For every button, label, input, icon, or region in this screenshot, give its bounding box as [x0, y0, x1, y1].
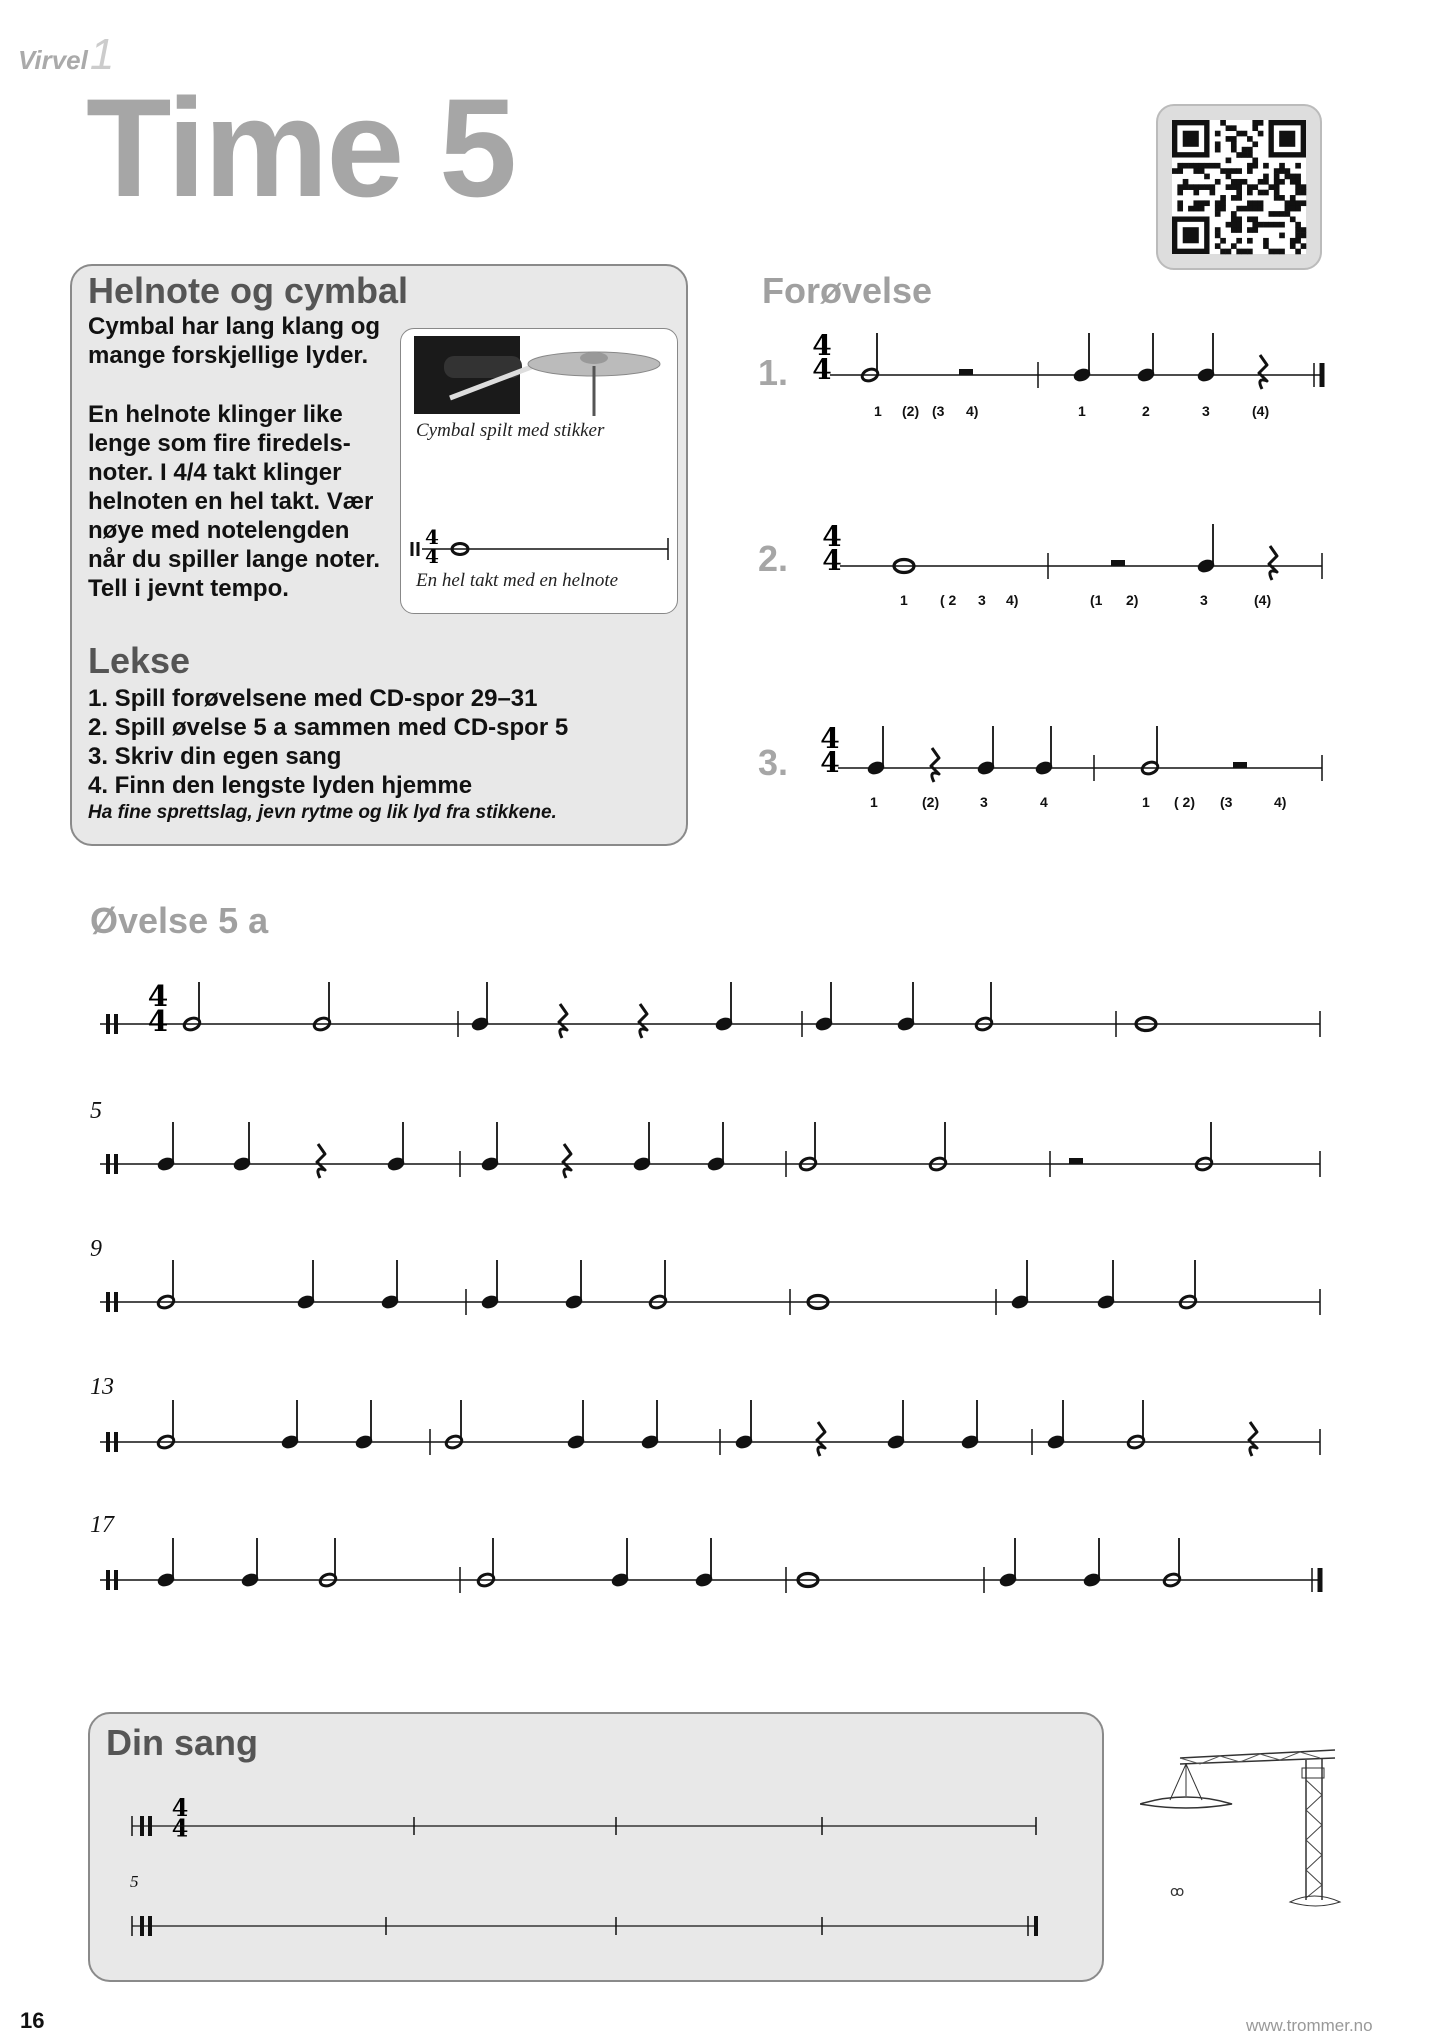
- count-label: (3: [932, 403, 945, 419]
- forovelse-title: Forøvelse: [762, 270, 933, 311]
- notation-caption: En hel takt med en helnote: [416, 570, 619, 591]
- lekse-hint: Ha fine sprettslag, jevn rytme og lik lyd fra stikkene.: [88, 802, 557, 823]
- time-signature: 4: [147, 978, 169, 1013]
- count-label: 3: [978, 592, 986, 608]
- count-label: 1: [1142, 794, 1150, 810]
- bar-number: 5: [90, 1098, 102, 1124]
- time-signature: 4: [171, 1814, 189, 1843]
- time-signature: 4: [171, 1794, 189, 1822]
- quarter-rest: [559, 1004, 567, 1038]
- count-label: 3: [980, 794, 988, 810]
- svg-text:ꝏ: ꝏ: [1170, 1884, 1185, 1900]
- bar-number: 5: [130, 1872, 139, 1891]
- quarter-rest: [563, 1144, 571, 1178]
- info-paragraph-1: Cymbal har lang klang og mange forskjellige lyder.: [88, 313, 381, 369]
- time-signature: 4: [812, 329, 832, 362]
- count-label: 2: [1142, 403, 1150, 419]
- bar-number: 9: [90, 1236, 102, 1262]
- page-title: Time 5: [86, 69, 515, 226]
- time-signature: 4: [820, 745, 840, 779]
- lekse-item: 4. Finn den lengste lyden hjemme: [88, 772, 473, 799]
- exercise-number: 1.: [758, 352, 789, 393]
- count-label: 1: [874, 403, 882, 419]
- quarter-rest: [817, 1422, 825, 1456]
- info-heading: Helnote og cymbal: [88, 270, 409, 311]
- logo-text: Virvel: [18, 45, 88, 75]
- count-label: (2): [902, 403, 920, 419]
- info-paragraph-2: En helnote klinger like lenge som fire firedels- noter. I 4/4 takt klinger helnoten en hel takt. Vær nøye med notelengden når du spiller lange noter. Tell i jevnt tempo.: [88, 401, 381, 602]
- quarter-rest: [1259, 355, 1267, 389]
- count-label: ( 2): [1174, 794, 1195, 810]
- exercise-number: 2.: [758, 538, 789, 579]
- logo-number: 1: [89, 30, 115, 79]
- count-label: (4): [1254, 592, 1272, 608]
- count-label: (4): [1252, 403, 1270, 419]
- svg-text:4: 4: [425, 544, 439, 568]
- count-label: 3: [1202, 403, 1210, 419]
- count-label: (2): [922, 794, 940, 810]
- page-number: 16: [20, 2008, 45, 2033]
- time-signature: 4: [812, 352, 832, 386]
- lekse-item: 1. Spill forøvelsene med CD-spor 29–31: [88, 685, 538, 712]
- count-label: 1: [1078, 403, 1086, 419]
- lekse-heading: Lekse: [88, 640, 191, 681]
- count-label: ( 2: [940, 592, 957, 608]
- count-label: 1: [870, 794, 878, 810]
- half-rest: [1069, 1158, 1083, 1164]
- count-label: (1: [1090, 592, 1103, 608]
- count-label: 4): [966, 403, 979, 419]
- count-label: 3: [1200, 592, 1208, 608]
- count-label: 1: [900, 592, 908, 608]
- lekse-item: 2. Spill øvelse 5 a sammen med CD-spor 5: [88, 714, 569, 741]
- quarter-rest: [639, 1004, 647, 1038]
- svg-text:4: 4: [425, 525, 439, 549]
- time-signature: 4: [822, 520, 842, 553]
- photo-caption: Cymbal spilt med stikker: [416, 420, 605, 441]
- time-signature: 4: [147, 1002, 169, 1038]
- count-label: 4): [1006, 592, 1019, 608]
- ovelse-title: Øvelse 5 a: [90, 900, 269, 941]
- din-sang-title: Din sang: [106, 1722, 259, 1763]
- half-rest: [1233, 762, 1247, 768]
- time-signature: 4: [822, 543, 842, 577]
- footer-url: www.trommer.no: [1246, 2016, 1373, 2035]
- quarter-rest: [1269, 546, 1277, 580]
- count-label: 4): [1274, 794, 1287, 810]
- count-label: 2): [1126, 592, 1139, 608]
- half-rest: [959, 369, 973, 375]
- exercise-number: 3.: [758, 742, 789, 783]
- lekse-item: 3. Skriv din egen sang: [88, 743, 342, 770]
- quarter-rest: [1249, 1422, 1257, 1456]
- bar-number: 13: [90, 1374, 114, 1400]
- time-signature: 4: [820, 722, 840, 755]
- count-label: 4: [1040, 794, 1048, 810]
- half-rest: [1111, 560, 1125, 566]
- quarter-rest: [931, 748, 939, 782]
- count-label: (3: [1220, 794, 1233, 810]
- quarter-rest: [317, 1144, 325, 1178]
- bar-number: 17: [90, 1512, 114, 1538]
